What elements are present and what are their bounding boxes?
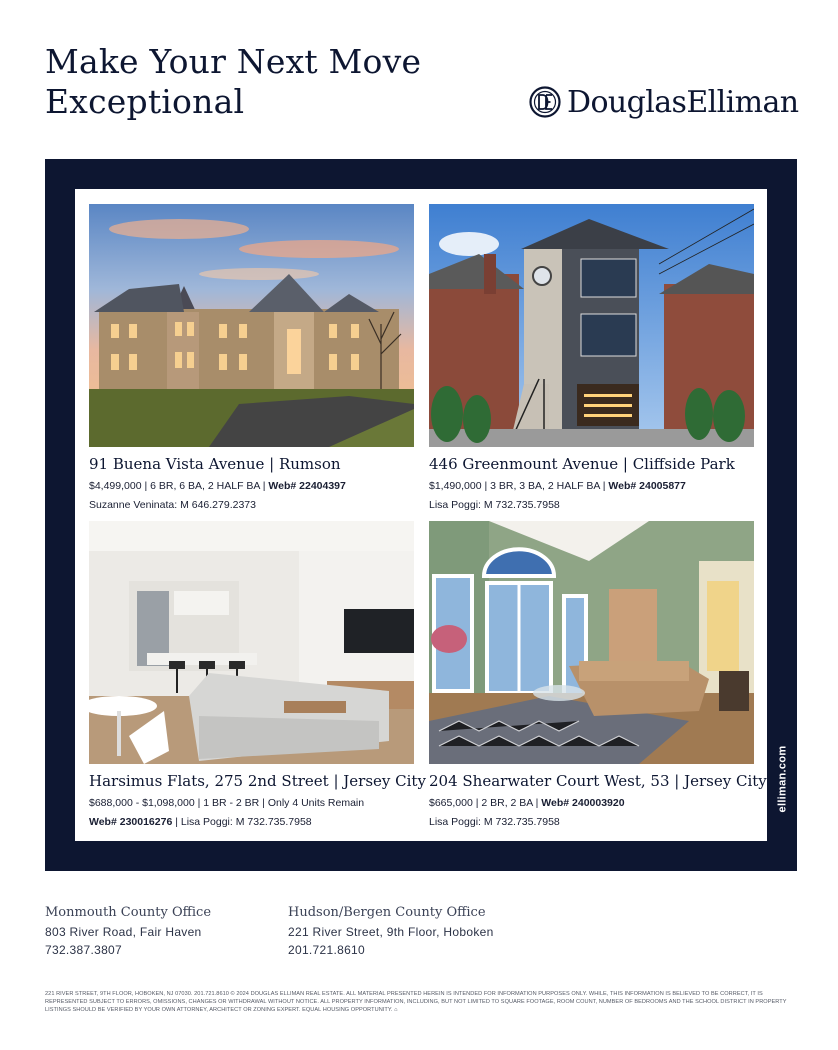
listing-web-number: Web# 240003920 [541, 797, 625, 809]
listings-panel [75, 189, 767, 841]
listings-frame [45, 159, 797, 871]
listing-details [429, 478, 754, 494]
listing-agent-contact: | Lisa Poggi: M 732.735.7958 [172, 816, 312, 828]
headline-line-1: Make Your Next Move [45, 42, 422, 81]
stone-mansion-photo [89, 204, 414, 447]
office-hudson-bergen [288, 903, 494, 959]
listing-details [89, 478, 414, 494]
modern-townhouse-photo [429, 204, 754, 447]
office-address: 803 River Road, Fair Haven [45, 925, 202, 939]
office-phone[interactable]: 201.721.8610 [288, 943, 366, 957]
office-monmouth [45, 903, 211, 959]
disclaimer-text: 221 RIVER STREET, 9TH FLOOR, HOBOKEN, NJ 07030. 201.721.8610 © 2024 DOUGLAS ELLIMAN REAL ESTATE. ALL MATERIAL PRESENTED HEREIN IS INTENDED FOR INFORMATION PURPOSES ONLY. WHILE, THIS INFORMATION IS BELIEVED TO BE CORRECT, IT IS REPRESENTED SUBJECT TO ERRORS, OMISSIONS, CHANGES OR WITHDRAWAL WITHOUT NOTICE. ALL PROPERTY INFORMATION, INCLUDING, BUT NOT LIMITED TO SQUARE FOOTAGE, ROOM COUNT, NUMBER OF BEDROOMS AND THE SCHOOL DISTRICT IN PROPERTY LISTINGS SHOULD BE VERIFIED BY YOUR OWN ATTORNEY, ARCHITECT OR ZONING EXPERT. EQUAL HOUSING OPPORTUNITY. [45, 991, 787, 1013]
side-url-text[interactable]: elliman.com [776, 745, 789, 813]
offices [45, 903, 805, 973]
listing-price-specs: $4,499,000 | 6 BR, 6 BA, 2 HALF BA | [89, 480, 269, 492]
listing-photo[interactable] [89, 204, 414, 447]
modern-kitchen-photo [89, 521, 414, 764]
headline-line-2: Exceptional [45, 82, 245, 121]
listing-details: $688,000 - $1,098,000 | 1 BR - 2 BR | Only 4 Units Remain [89, 797, 365, 809]
listing-agent: Lisa Poggi: M 732.735.7958 [429, 499, 560, 511]
listing-photo[interactable] [429, 204, 754, 447]
listing-web-number: Web# 24005877 [608, 480, 686, 492]
listing-photo[interactable] [429, 521, 754, 764]
office-name: Monmouth County Office [45, 905, 212, 920]
listing-card[interactable] [89, 204, 414, 513]
listing-details [429, 795, 754, 811]
brand-name: DouglasElliman [567, 84, 799, 120]
brand-logo[interactable] [529, 82, 798, 122]
equal-housing-icon: ⌂ [394, 1007, 398, 1013]
listing-card[interactable] [89, 521, 426, 830]
de-monogram-icon [529, 86, 561, 118]
office-phone[interactable]: 732.387.3807 [45, 943, 123, 957]
listing-agent: Suzanne Veninata: M 646.279.2373 [89, 499, 256, 511]
listing-card[interactable] [429, 521, 767, 830]
listing-title[interactable]: 91 Buena Vista Avenue | Rumson [89, 455, 341, 473]
legal-disclaimer [45, 990, 805, 1014]
listing-card[interactable] [429, 204, 754, 513]
listing-title[interactable]: 446 Greenmount Avenue | Cliffside Park [429, 455, 735, 473]
headline [45, 42, 485, 122]
listing-web-number: Web# 22404397 [268, 480, 346, 492]
listing-agent [89, 814, 414, 830]
listing-web-number: Web# 230016276 [89, 816, 173, 828]
listing-title[interactable]: 204 Shearwater Court West, 53 | Jersey City [429, 772, 767, 790]
city-view-living-room-photo [429, 521, 754, 764]
listing-price-specs: $665,000 | 2 BR, 2 BA | [429, 797, 542, 809]
listing-price-specs: $1,490,000 | 3 BR, 3 BA, 2 HALF BA | [429, 480, 609, 492]
office-address: 221 River Street, 9th Floor, Hoboken [288, 925, 494, 939]
listing-title[interactable]: Harsimus Flats, 275 2nd Street | Jersey City [89, 772, 426, 790]
office-name: Hudson/Bergen County Office [288, 905, 486, 920]
listing-agent: Lisa Poggi: M 732.735.7958 [429, 816, 560, 828]
listing-photo[interactable] [89, 521, 414, 764]
side-url[interactable] [772, 719, 792, 839]
